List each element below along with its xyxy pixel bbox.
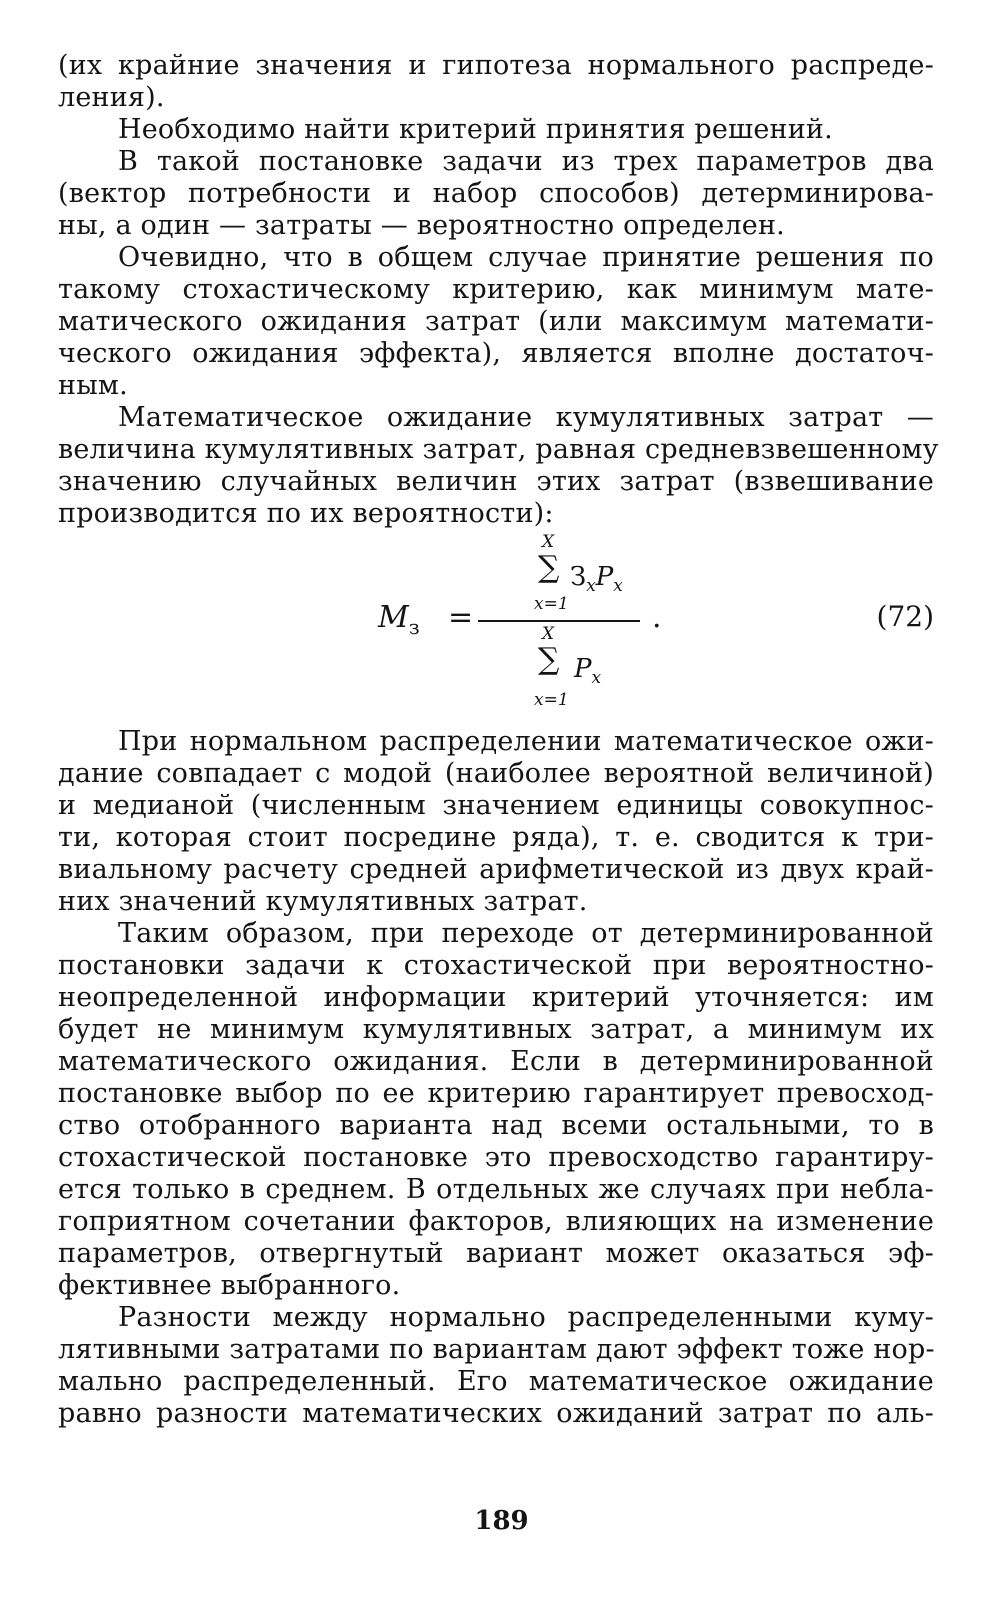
den-sum-lower: x=1 — [534, 690, 569, 710]
text-line: В такой постановке задачи из трех параметров два — [118, 146, 934, 177]
text-line: Разности между нормально распределенными куму- — [118, 1302, 934, 1333]
text-line: неопределенной информации критерий уточняется: им — [58, 982, 934, 1013]
text-line: Математическое ожидание кумулятивных затрат — — [118, 402, 934, 433]
page-body — [58, 50, 939, 1430]
formula-72 — [58, 532, 934, 718]
text-line: ным. — [58, 370, 128, 401]
text-line: производится по их вероятности): — [58, 498, 554, 529]
text-line: постановке выбор по ее критерию гарантирует превосход- — [58, 1078, 934, 1109]
text-line: и медианой (численным значением единицы совокупнос- — [58, 790, 934, 821]
text-line: стохастической постановке это превосходство гарантиру- — [58, 1142, 934, 1173]
text-line: (их крайние значения и гипотеза нормального распреде- — [58, 50, 934, 81]
text-line: дание совпадает с модой (наиболее вероятной величиной) — [58, 758, 934, 789]
page-number: 189 — [474, 1506, 529, 1536]
text-line: мально распределенный. Его математическое ожидание — [58, 1366, 934, 1397]
text-line: виальному расчету средней арифметической из двух край- — [58, 854, 934, 885]
equation-number: (72) — [876, 600, 934, 633]
text-line: величина кумулятивных затрат, равная средневзвешенному — [58, 434, 939, 465]
text-line: фективнее выбранного. — [58, 1270, 401, 1301]
formula-lhs: $M_з$ — [378, 600, 420, 639]
text-line: ческого ожидания эффекта), является вполне достаточ- — [58, 338, 934, 369]
text-line: будет не минимум кумулятивных затрат, а минимум их — [58, 1014, 934, 1045]
text-line: При нормальном распределении математическое ожи- — [118, 726, 934, 757]
text-line: математического ожидания. Если в детерминированной — [58, 1046, 934, 1077]
fraction-bar — [478, 620, 640, 622]
text-block-bottom — [58, 726, 934, 1430]
text-line: Очевидно, что в общем случае принятие решения по — [118, 242, 934, 273]
den-sigma: ∑ — [538, 642, 560, 677]
formula-denominator — [478, 624, 640, 718]
den-sum-upper: X — [542, 624, 555, 644]
text-block-top — [58, 50, 939, 530]
text-line: постановки задачи к стохастической при вероятностно- — [58, 950, 934, 981]
num-term: $З_xP_x$ — [570, 562, 623, 597]
text-line: гоприятном сочетании факторов, влияющих на изменение — [58, 1206, 934, 1237]
text-line: них значений кумулятивных затрат. — [58, 886, 588, 917]
text-line: ти, которая стоит посредине ряда), т. е. сводится к три- — [58, 822, 934, 853]
text-line: Необходимо найти критерий принятия решений. — [118, 114, 833, 145]
text-line: такому стохастическому критерию, как минимум мате- — [58, 274, 934, 305]
den-term: $P_x$ — [574, 654, 602, 689]
formula-period: . — [652, 600, 662, 635]
text-line: ется только в среднем. В отдельных же случаях при небла- — [58, 1174, 934, 1205]
text-line: лятивными затратами по вариантам дают эффект тоже нор- — [58, 1334, 935, 1365]
num-sum-upper: X — [542, 532, 555, 552]
formula-equals: = — [448, 600, 474, 635]
text-line: параметров, отвергнутый вариант может оказаться эф- — [58, 1238, 934, 1269]
text-line: Таким образом, при переходе от детерминированной — [118, 918, 934, 949]
text-line: ны, а один — затраты — вероятностно определен. — [58, 210, 785, 241]
num-sum-lower: x=1 — [534, 594, 569, 614]
text-line: (вектор потребности и набор способов) детерминирова- — [58, 178, 934, 209]
text-line: равно разности математических ожиданий затрат по аль- — [58, 1398, 934, 1429]
text-line: ство отобранного варианта над всеми остальными, то в — [58, 1110, 934, 1141]
num-sigma: ∑ — [538, 550, 560, 585]
text-line: матического ожидания затрат (или максимум математи- — [58, 306, 934, 337]
text-line: значению случайных величин этих затрат (взвешивание — [58, 466, 934, 497]
text-line: ления). — [58, 82, 165, 113]
formula-numerator — [478, 532, 640, 618]
